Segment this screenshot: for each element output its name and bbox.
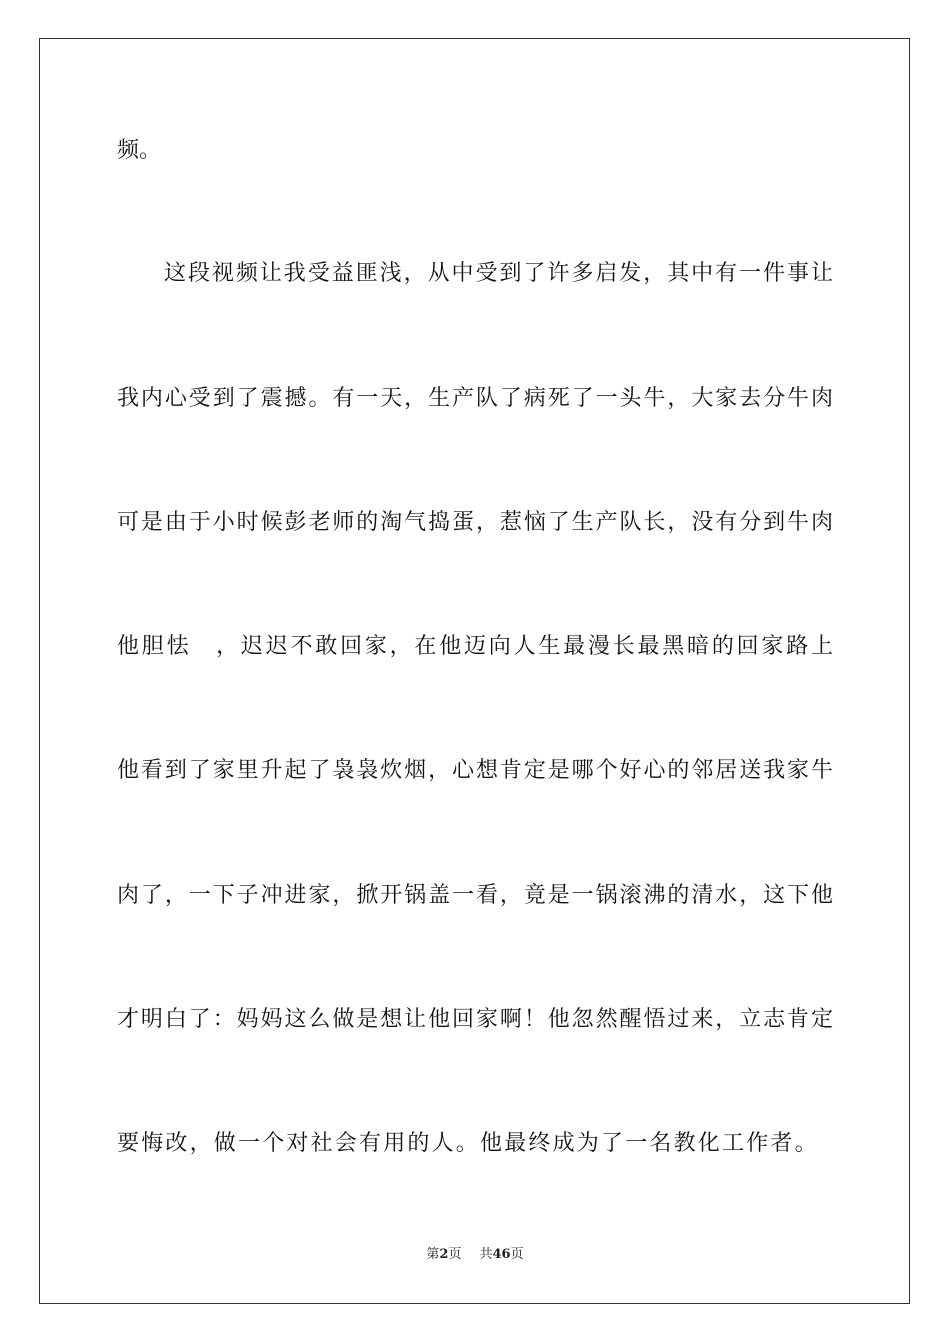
text-line-5: 他胆怯 ，迟迟不敢回家，在他迈向人生最漫长最黑暗的回家路上: [117, 634, 833, 659]
text-line-2: 这段视频让我受益匪浅，从中受到了许多启发，其中有一件事让: [164, 261, 833, 286]
text-line-3: 我内心受到了震撼。有一天，生产队了病死了一头牛，大家去分牛肉: [117, 386, 833, 411]
total-suffix: 页: [510, 1247, 524, 1262]
page-suffix: 页: [448, 1247, 462, 1262]
page-prefix: 第: [426, 1247, 440, 1262]
page-footer: [0, 1246, 950, 1264]
text-line-6: 他看到了家里升起了袅袅炊烟，心想肯定是哪个好心的邻居送我家牛: [117, 758, 833, 783]
total-pages: 46: [492, 1247, 511, 1262]
page-number: 2: [439, 1247, 449, 1262]
total-prefix: 共: [479, 1247, 493, 1262]
page-border: [39, 38, 910, 1304]
text-line-4: 可是由于小时候彭老师的淘气捣蛋，惹恼了生产队长，没有分到牛肉: [117, 510, 833, 535]
text-line-8: 才明白了：妈妈这么做是想让他回家啊！他忽然醒悟过来，立志肯定: [117, 1007, 833, 1032]
text-line-7: 肉了，一下子冲进家，掀开锅盖一看，竟是一锅滚沸的清水，这下他: [117, 883, 833, 908]
text-line-1: 频。: [117, 138, 162, 163]
text-line-9: 要悔改，做一个对社会有用的人。他最终成为了一名教化工作者。: [117, 1131, 819, 1156]
